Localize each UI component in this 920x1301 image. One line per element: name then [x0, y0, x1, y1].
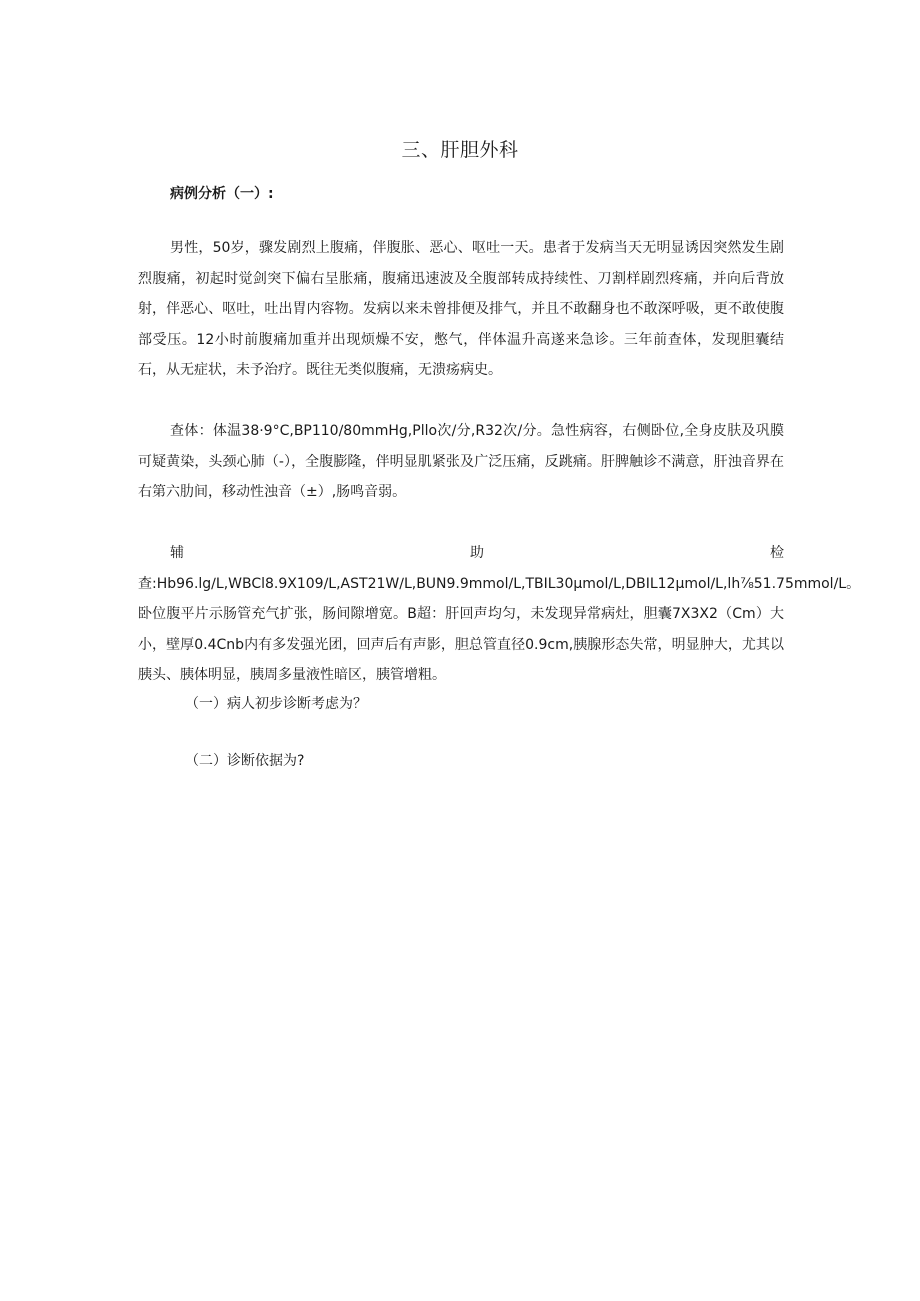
auxiliary-exam-paragraph: 辅助检查:Hb96.lg∕L,WBCl8.9X109∕L,AST21W∕L,BUN9.9mmol∕L,TBIL30μmol∕L,DBIL12μmol∕L,lh⅞51.75mmol∕L。卧位腹平片示肠管充气扩张，肠间隙增宽。B超：肝回声均匀，未发现异常病灶，胆囊7X3X2（Cm）大小，壁厚0.4Cnb内有多发强光团，回声后有声影，胆总管直径0.9cm,胰腺形态失常，明显肿大，尤其以胰头、胰体明显，胰周多量液性暗区，胰管增粗。 [138, 545, 861, 683]
question-item: （二）诊断依据为? [185, 753, 305, 769]
document-title: 三、肝胆外科 [401, 139, 519, 161]
question-item: （一）病人初步诊断考虑为？ [185, 696, 367, 712]
physical-exam-paragraph: 查体：体温38·9°C,BP110∕80mmHg,Pllo次/分,R32次/分。急性病容，右侧卧位,全身皮肤及巩膜可疑黄染，头颈心肺（-），全腹膨隆，伴明显肌紧张及广泛压痛，反跳痛。肝脾触诊不满意，肝浊音界在右第六肋间，移动性浊音（±）,肠鸣音弱。 [138, 423, 784, 500]
case-subtitle: 病例分析（一）: [170, 186, 274, 202]
case-history-paragraph: 男性，50岁，骤发剧烈上腹痛，伴腹胀、恶心、呕吐一天。患者于发病当天无明显诱因突然发生剧烈腹痛，初起时觉剑突下偏右呈胀痛，腹痛迅速波及全腹部转成持续性、刀割样剧烈疼痛，并向后背放射，伴恶心、呕吐，吐出胃内容物。发病以来未曾排便及排气，并且不敢翻身也不敢深呼吸，更不敢使腹部受压。12小时前腹痛加重并出现烦燥不安，憋气，伴体温升高遂来急诊。三年前查体，发现胆囊结石，从无症状，未予治疗。既往无类似腹痛，无溃疡病史。 [138, 240, 784, 378]
